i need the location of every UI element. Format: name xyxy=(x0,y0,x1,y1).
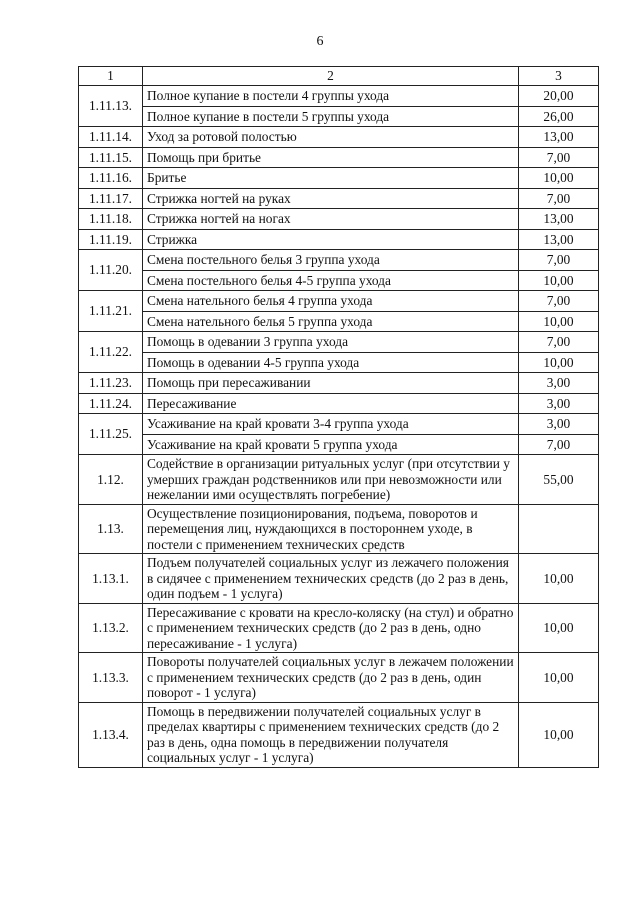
service-description: Смена нательного белья 4 группа ухода xyxy=(143,291,519,312)
service-code: 1.11.21. xyxy=(79,291,143,332)
service-price xyxy=(519,504,599,554)
service-price: 13,00 xyxy=(519,209,599,230)
service-code: 1.11.25. xyxy=(79,414,143,455)
service-description: Пересаживание с кровати на кресло-коляску (на стул) и обратно с применением технических средств (до 2 раз в день, одно пересаживание - 1 услуга) xyxy=(143,603,519,653)
service-price: 7,00 xyxy=(519,250,599,271)
service-description: Усаживание на край кровати 5 группа ухода xyxy=(143,434,519,455)
service-price: 7,00 xyxy=(519,291,599,312)
service-description: Помощь в передвижении получателей социальных услуг в пределах квартиры с применением технических средств (до 2 раз в день, одна помощь в передвижении получателя социальных услуг - 1 услуга) xyxy=(143,702,519,767)
table-row xyxy=(79,250,599,271)
service-code: 1.13.2. xyxy=(79,603,143,653)
service-price: 10,00 xyxy=(519,603,599,653)
service-code: 1.11.16. xyxy=(79,168,143,189)
table-body xyxy=(79,67,599,768)
table-header-row xyxy=(79,67,599,86)
service-price: 10,00 xyxy=(519,270,599,291)
service-price: 3,00 xyxy=(519,373,599,394)
service-description: Бритье xyxy=(143,168,519,189)
table-row xyxy=(79,434,599,455)
service-price: 7,00 xyxy=(519,188,599,209)
service-price: 13,00 xyxy=(519,127,599,148)
table-row xyxy=(79,504,599,554)
table-row xyxy=(79,554,599,604)
service-price: 7,00 xyxy=(519,332,599,353)
table-row xyxy=(79,106,599,127)
service-price: 7,00 xyxy=(519,434,599,455)
service-description: Помощь при бритье xyxy=(143,147,519,168)
service-price: 13,00 xyxy=(519,229,599,250)
service-description: Помощь в одевании 3 группа ухода xyxy=(143,332,519,353)
table-row xyxy=(79,311,599,332)
service-description: Стрижка ногтей на руках xyxy=(143,188,519,209)
service-description: Стрижка xyxy=(143,229,519,250)
service-description: Уход за ротовой полостью xyxy=(143,127,519,148)
service-code: 1.11.13. xyxy=(79,86,143,127)
service-code: 1.11.23. xyxy=(79,373,143,394)
table-row xyxy=(79,352,599,373)
service-code: 1.13.3. xyxy=(79,653,143,703)
service-code: 1.11.17. xyxy=(79,188,143,209)
service-price: 55,00 xyxy=(519,455,599,505)
service-price: 3,00 xyxy=(519,393,599,414)
table-row xyxy=(79,455,599,505)
service-code: 1.11.14. xyxy=(79,127,143,148)
service-price: 20,00 xyxy=(519,86,599,107)
service-code: 1.11.20. xyxy=(79,250,143,291)
table-row xyxy=(79,332,599,353)
service-price: 10,00 xyxy=(519,311,599,332)
table-row xyxy=(79,603,599,653)
service-code: 1.11.22. xyxy=(79,332,143,373)
table-row xyxy=(79,653,599,703)
service-price: 7,00 xyxy=(519,147,599,168)
service-description: Пересаживание xyxy=(143,393,519,414)
table-row xyxy=(79,86,599,107)
service-code: 1.11.24. xyxy=(79,393,143,414)
service-description: Смена нательного белья 5 группа ухода xyxy=(143,311,519,332)
service-code: 1.11.18. xyxy=(79,209,143,230)
table-row xyxy=(79,702,599,767)
service-description: Смена постельного белья 4-5 группа ухода xyxy=(143,270,519,291)
column-header-2: 2 xyxy=(143,67,519,86)
service-code: 1.11.15. xyxy=(79,147,143,168)
service-code: 1.12. xyxy=(79,455,143,505)
column-header-3: 3 xyxy=(519,67,599,86)
table-row xyxy=(79,393,599,414)
table-row xyxy=(79,291,599,312)
service-description: Полное купание в постели 5 группы ухода xyxy=(143,106,519,127)
service-price: 10,00 xyxy=(519,168,599,189)
table-row xyxy=(79,373,599,394)
table-row xyxy=(79,270,599,291)
service-code: 1.13. xyxy=(79,504,143,554)
table-row xyxy=(79,188,599,209)
service-description: Помощь в одевании 4-5 группа ухода xyxy=(143,352,519,373)
service-description: Повороты получателей социальных услуг в лежачем положении с применением технических средств (до 2 раз в день, один поворот - 1 услуга) xyxy=(143,653,519,703)
services-price-table xyxy=(78,66,599,768)
service-description: Смена постельного белья 3 группа ухода xyxy=(143,250,519,271)
service-price: 10,00 xyxy=(519,653,599,703)
page-number: 6 xyxy=(316,34,324,49)
service-price: 26,00 xyxy=(519,106,599,127)
service-price: 10,00 xyxy=(519,702,599,767)
service-description: Осуществление позиционирования, подъема, поворотов и перемещения лиц, нуждающихся в постороннем уходе, в постели с применением технических средств xyxy=(143,504,519,554)
service-code: 1.13.1. xyxy=(79,554,143,604)
table-row xyxy=(79,414,599,435)
table-row xyxy=(79,209,599,230)
table-row xyxy=(79,127,599,148)
service-description: Полное купание в постели 4 группы ухода xyxy=(143,86,519,107)
table-row xyxy=(79,168,599,189)
service-description: Помощь при пересаживании xyxy=(143,373,519,394)
service-price: 3,00 xyxy=(519,414,599,435)
table-row xyxy=(79,229,599,250)
table-row xyxy=(79,147,599,168)
column-header-1: 1 xyxy=(79,67,143,86)
service-description: Подъем получателей социальных услуг из лежачего положения в сидячее с применением технических средств (до 2 раз в день, один подъем - 1 услуга) xyxy=(143,554,519,604)
service-description: Усаживание на край кровати 3-4 группа ухода xyxy=(143,414,519,435)
service-code: 1.11.19. xyxy=(79,229,143,250)
service-description: Содействие в организации ритуальных услуг (при отсутствии у умерших граждан родственников или при невозможности или нежелании ими осуществлять погребение) xyxy=(143,455,519,505)
service-code: 1.13.4. xyxy=(79,702,143,767)
service-price: 10,00 xyxy=(519,554,599,604)
service-description: Стрижка ногтей на ногах xyxy=(143,209,519,230)
service-price: 10,00 xyxy=(519,352,599,373)
